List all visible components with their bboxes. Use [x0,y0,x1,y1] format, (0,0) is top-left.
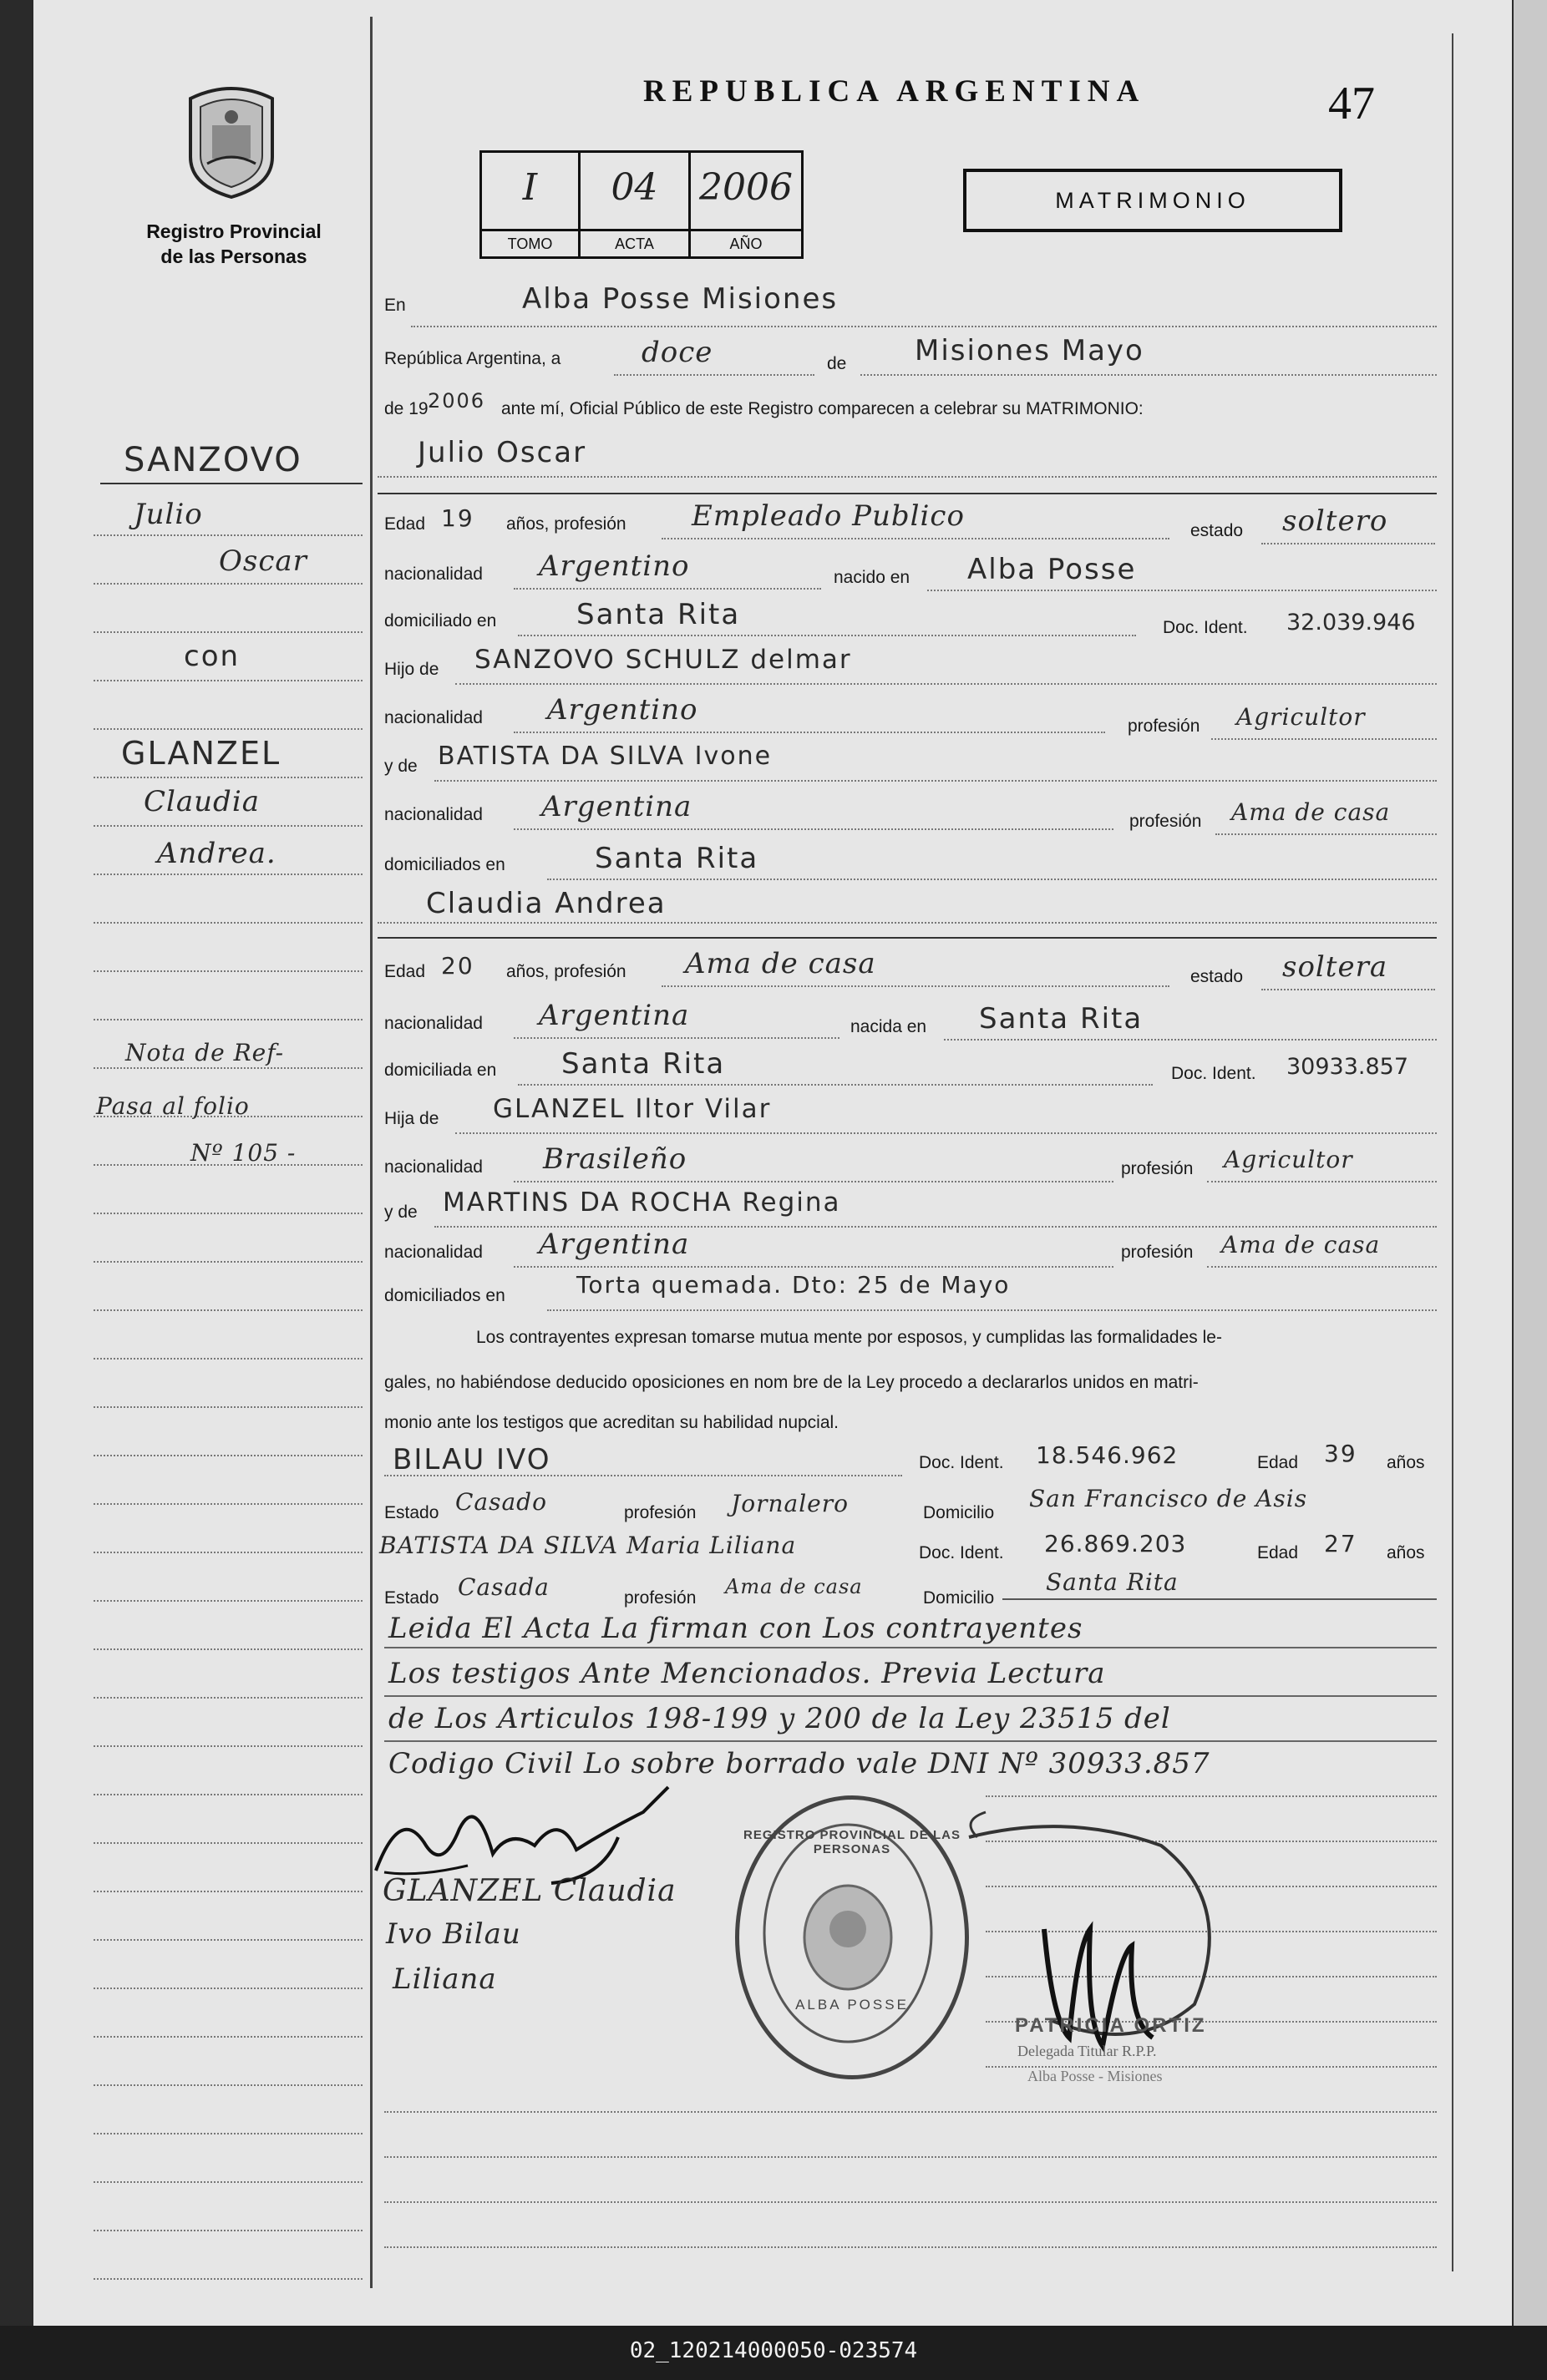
bride-hija-label: Hija de [384,1109,439,1128]
witness2-domicilio: Santa Rita [1046,1568,1179,1596]
margin-rule-line [94,1552,363,1553]
bride-madre-nac-line [514,1266,1113,1268]
bride-profesion: Ama de casa [685,947,876,980]
witness1-signature: Ivo Bilau [386,1917,521,1951]
bride-padre-prof-label: profesión [1121,1159,1194,1178]
witness2-domi-label: Domicilio [923,1588,995,1608]
witness2-anos-label: años [1387,1543,1425,1562]
body-rule-line [384,2156,1437,2158]
anio-value: 2006 [699,166,793,209]
margin-name-groom-2: Oscar [219,544,307,578]
witness1-estado-label: Estado [384,1503,439,1522]
en-label: En [384,296,406,315]
bride-estado-line [1261,989,1435,990]
witness1-doc: 18.546.962 [1036,1441,1179,1469]
margin-rule-line [94,825,363,827]
margin-rule-line [94,2278,363,2280]
margin-rule-line [94,631,363,633]
page-edge [1514,0,1547,2326]
groom-madre-nac: Argentina [541,790,692,823]
official-place: Alba Posse - Misiones [1027,2068,1163,2084]
file-identifier: 02_120214000050-023574 [629,2338,918,2363]
groom-padres-dom-line [547,879,1437,880]
groom-madre: BATISTA DA SILVA Ivone [438,742,773,771]
bride-madre: MARTINS DA ROCHA Regina [443,1187,841,1218]
record-reference-box [479,150,804,259]
bride-estado-label: estado [1190,967,1244,986]
groom-profesion: Empleado Publico [692,499,965,533]
anio-label: AÑO [691,229,801,256]
registry-name [125,219,342,269]
day-value: doce [642,336,713,369]
day-line [614,374,814,376]
groom-padre-prof: Agricultor [1236,703,1366,731]
bride-madre-nac: Argentina [539,1228,690,1261]
groom-padre-nac-label: nacionalidad [384,708,483,727]
bride-nacida-line [944,1039,1437,1041]
bride-doms-label: domiciliados en [384,1286,505,1305]
year-value: 2006 [428,389,486,413]
margin-rule-line [94,1213,363,1214]
bride-padre-nac: Brasileño [543,1142,687,1176]
margin-rule-line [94,1697,363,1699]
official-name: PATRICIA ORTIZ [1015,2014,1207,2037]
margin-rule-line [94,1503,363,1505]
margin-note-1: Nota de Ref- [125,1039,285,1066]
body-rule-line [384,2201,1437,2203]
bride-madre-nac-label: nacionalidad [384,1243,483,1262]
margin-rule-line [94,2036,363,2038]
bride-domicilio: Santa Rita [561,1047,726,1081]
groom-nac-line [514,588,821,590]
de-label: de [827,354,847,373]
margin-name-groom-1: Julio [134,498,203,531]
margin-rule-line [94,534,363,536]
witness1-estado: Casado [455,1488,547,1516]
groom-nac-label: nacionalidad [384,565,483,584]
declaration-line-1: Los contrayentes expresan tomarse mutua mente por esposos, y cumplidas las formalidades le- [476,1328,1222,1347]
bride-padre-prof: Agricultor [1224,1146,1353,1173]
groom-madre-line [434,780,1437,782]
place-line [411,326,1437,327]
witness2-prof-label: profesión [624,1588,697,1608]
groom-nacido-label: nacido en [834,568,910,587]
groom-doms-label: domiciliados en [384,855,505,874]
bride-padre: GLANZEL Iltor Vilar [493,1094,772,1124]
right-rule [1452,33,1453,2271]
bride-dom-label: domiciliada en [384,1061,497,1080]
groom-yde-label: y de [384,757,418,776]
bride-madre-prof: Ama de casa [1221,1231,1381,1258]
bride-name: Claudia Andrea [426,887,667,920]
groom-madre-prof-line [1215,833,1437,835]
margin-rule-line [94,1648,363,1650]
bride-dom-line [518,1084,1153,1086]
bride-madre-prof-label: profesión [1121,1243,1194,1262]
groom-edad-label: Edad [384,514,426,534]
groom-madre-prof-label: profesión [1129,812,1202,831]
bride-section-rule [378,937,1437,939]
groom-name-line [378,476,1437,478]
margin-rule-line [94,583,363,585]
groom-padre: SANZOVO SCHULZ delmar [474,645,852,675]
bride-nacida-label: nacida en [850,1017,927,1036]
margin-rule-line [94,1067,363,1069]
margin-rule-line [94,1939,363,1941]
groom-padre-nac-line [514,732,1105,733]
margin-rule-line [94,1455,363,1456]
witness1-edad: 39 [1324,1440,1357,1467]
bride-padres-dom-line [547,1309,1437,1311]
witness2-rule [1002,1598,1437,1600]
registry-line1: Registro Provincial [146,220,322,242]
closing-note-3: de Los Articulos 198-199 y 200 de la Ley 23515 del [388,1702,1171,1735]
bride-padre-line [455,1132,1437,1134]
margin-note-3: Nº 105 - [190,1139,297,1167]
bride-yde-label: y de [384,1203,418,1222]
witness2-doc: 26.869.203 [1044,1530,1187,1557]
witness2-edad-label: Edad [1257,1543,1299,1562]
bride-madre-prof-line [1207,1266,1437,1268]
witness1-anos-label: años [1387,1453,1425,1472]
bride-name-line [378,922,1437,924]
bride-padre-prof-line [1207,1181,1437,1182]
acta-cell [581,153,691,256]
bride-edad-label: Edad [384,962,426,981]
groom-signature-icon [368,1779,702,1887]
margin-underline [100,483,363,484]
closing-note-rule [384,1740,1437,1742]
margin-rule-line [94,970,363,972]
groom-name: Julio Oscar [418,436,587,469]
bride-nac-label: nacionalidad [384,1014,483,1033]
bride-estado: soltera [1282,950,1388,984]
margin-rule-line [94,1406,363,1408]
witness1-domi-label: Domicilio [923,1503,995,1522]
seal-center-text: ALBA POSSE [795,1997,909,2013]
tomo-value: I [522,166,538,209]
republica-label: República Argentina, a [384,349,561,368]
groom-estado-label: estado [1190,521,1244,540]
groom-padre-line [455,683,1437,685]
month-line [860,374,1437,376]
groom-doc-label: Doc. Ident. [1163,618,1248,637]
margin-surname-groom: SANZOVO [124,441,302,479]
bride-prof-line [662,985,1169,987]
margin-note-2: Pasa al folio [96,1092,250,1120]
groom-nacido-en: Alba Posse [967,553,1137,586]
bride-anos-prof-label: años, profesión [506,962,626,981]
margin-rule-line [94,680,363,681]
bride-signature: GLANZEL Claudia [383,1874,677,1908]
margin-rule-line [94,1358,363,1360]
groom-estado-line [1261,543,1435,544]
groom-dom-line [518,635,1136,636]
witness2-doc-label: Doc. Ident. [919,1543,1004,1562]
margin-rule-line [94,1842,363,1844]
body-rule-line [384,2246,1437,2248]
declaration-line-3: monio ante los testigos que acreditan su habilidad nupcial. [384,1413,839,1432]
groom-dom-label: domiciliado en [384,611,497,630]
margin-con: con [184,640,241,673]
act-type-box: MATRIMONIO [963,169,1342,232]
body-rule-line [986,1795,1437,1797]
tomo-label: TOMO [482,229,578,256]
margin-rule-line [94,922,363,924]
body-rule-line [384,2111,1437,2113]
bride-doc: 30933.857 [1286,1054,1409,1080]
groom-edad: 19 [441,504,474,532]
margin-surname-bride: GLANZEL [121,735,282,772]
margin-rule-line [94,874,363,875]
groom-padre-prof-line [1211,738,1437,740]
groom-section-rule [378,493,1437,494]
groom-padres-dom: Santa Rita [595,842,759,875]
margin-rule-line [94,1309,363,1311]
witness2-estado: Casada [458,1573,550,1601]
groom-domicilio: Santa Rita [576,598,741,631]
place-value: Alba Posse Misiones [522,282,839,316]
registry-line2: de las Personas [160,246,307,267]
tomo-cell [482,153,581,256]
witness1-profesion: Jornalero [731,1490,849,1517]
closing-note-rule [384,1647,1437,1648]
margin-rule-line [94,2181,363,2183]
margin-rule-line [94,1600,363,1602]
margin-rule-line [94,1794,363,1795]
witness1-edad-label: Edad [1257,1453,1299,1472]
groom-nacido-line [927,590,1437,591]
margin-rule-line [94,1019,363,1020]
margin-rule-line [94,1261,363,1263]
bride-nacida-en: Santa Rita [979,1002,1144,1036]
margin-rule-line [94,1891,363,1892]
province-seal-icon [182,84,281,199]
margin-divider [370,17,373,2288]
groom-padre-prof-label: profesión [1128,717,1200,736]
bride-padres-dom: Torta quemada. Dto: 25 de Mayo [576,1271,1011,1299]
margin-rule-line [94,728,363,730]
groom-estado: soltero [1282,504,1388,538]
margin-rule-line [94,2084,363,2086]
groom-madre-prof: Ama de casa [1231,798,1391,826]
registry-seal [735,1795,969,2079]
witness2-estado-label: Estado [384,1588,439,1608]
margin-rule-line [94,777,363,778]
groom-padre-nac: Argentino [547,693,698,727]
document-title: REPUBLICA ARGENTINA [643,74,1146,109]
bride-nacionalidad: Argentina [539,999,690,1032]
groom-doc: 32.039.946 [1286,610,1416,636]
bride-padre-nac-label: nacionalidad [384,1157,483,1177]
year-prefix: de 19 [384,399,429,418]
official-role: Delegada Titular R.P.P. [1017,2043,1157,2059]
margin-rule-line [94,2133,363,2134]
month-value: Misiones Mayo [915,334,1144,367]
witness2-signature: Liliana [393,1962,497,1996]
closing-note-4: Codigo Civil Lo sobre borrado vale DNI Nº 30933.857 [388,1747,1210,1780]
witness1-doc-label: Doc. Ident. [919,1453,1004,1472]
acta-value: 04 [611,166,658,209]
groom-hijo-label: Hijo de [384,660,439,679]
margin-name-bride-2: Andrea. [157,837,276,870]
acta-label: ACTA [581,229,688,256]
bride-doc-label: Doc. Ident. [1171,1064,1256,1083]
folio-number: 47 [1328,78,1375,129]
witness1-name: BILAU IVO [393,1443,551,1476]
closing-note-1: Leida El Acta La firman con Los contrayentes [388,1612,1083,1645]
witness1-name-line [384,1475,902,1476]
closing-note-2: Los testigos Ante Mencionados. Previa Lectura [388,1657,1106,1690]
witness1-prof-label: profesión [624,1503,697,1522]
margin-rule-line [94,1745,363,1747]
margin-rule-line [94,1988,363,1989]
anio-cell [691,153,801,256]
groom-madre-nac-label: nacionalidad [384,805,483,824]
groom-nacionalidad: Argentino [539,549,690,583]
witness2-edad: 27 [1324,1530,1357,1557]
declaration-line-2: gales, no habiéndose deducido oposiciones en nom bre de la Ley procedo a declararlos unidos en matri- [384,1373,1199,1392]
witness1-domicilio: San Francisco de Asis [1029,1485,1308,1512]
groom-anos-prof-label: años, profesión [506,514,626,534]
groom-prof-line [662,538,1169,539]
intro-text: ante mí, Oficial Público de este Registro comparecen a celebrar su MATRIMONIO: [501,399,1144,418]
groom-madre-nac-line [514,828,1113,830]
closing-note-rule [384,1695,1437,1697]
witness2-name: BATISTA DA SILVA Maria Liliana [379,1532,797,1559]
seal-ring-text: REGISTRO PROVINCIAL DE LAS PERSONAS [743,1828,961,1856]
margin-rule-line [94,2230,363,2231]
bride-nac-line [514,1037,839,1039]
bride-edad: 20 [441,952,474,980]
margin-name-bride-1: Claudia [144,785,260,818]
bride-padre-nac-line [514,1181,1113,1182]
witness2-profesion: Ama de casa [725,1575,863,1598]
